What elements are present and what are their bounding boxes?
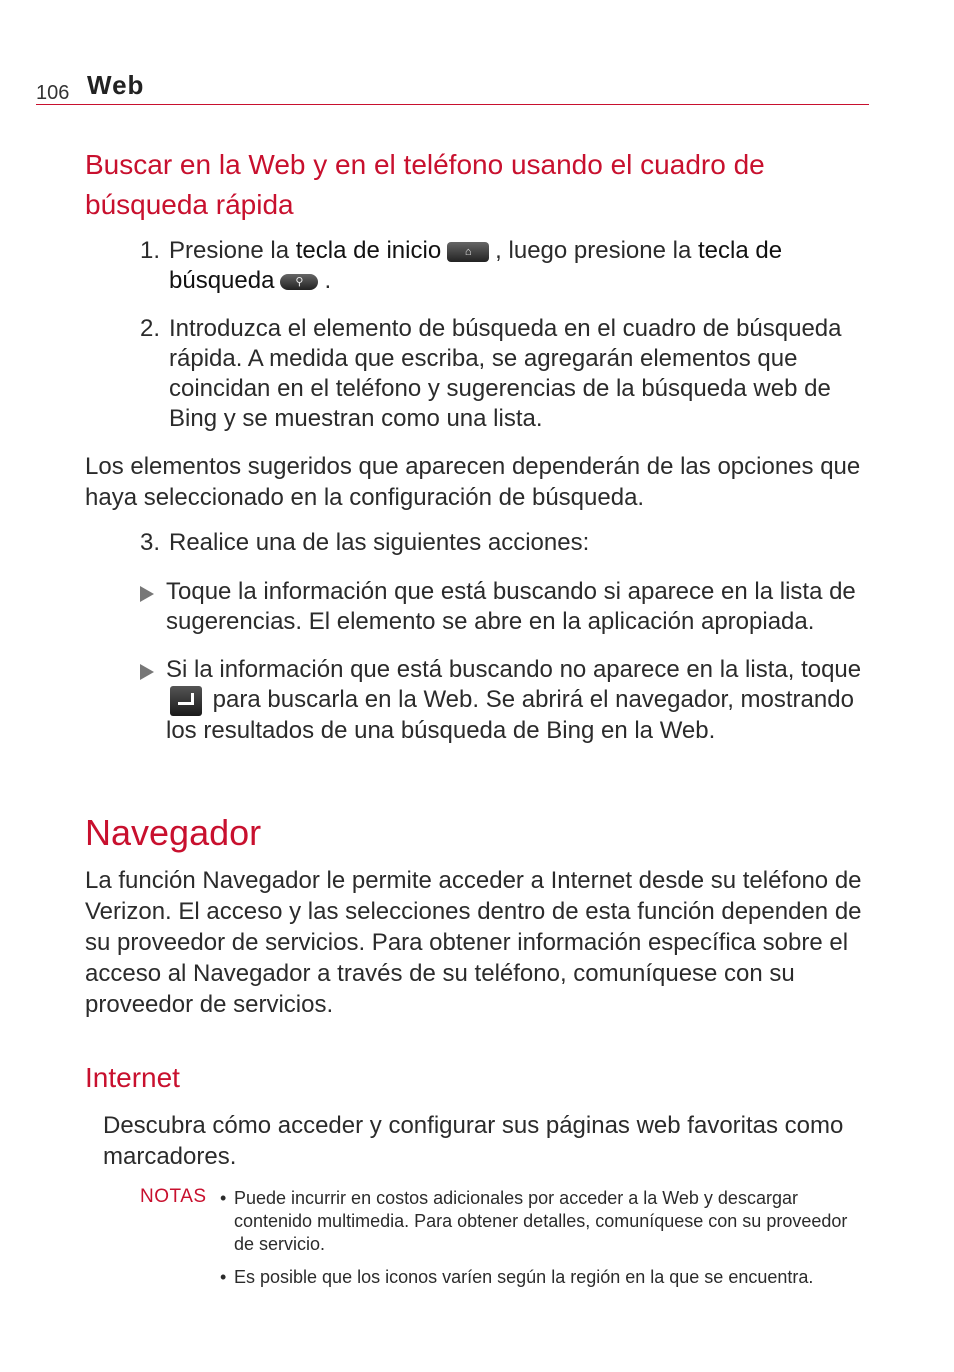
step-number: 1. [140,237,161,264]
enter-icon [170,686,202,716]
step-number: 3. [140,529,161,556]
step-3 [140,528,860,560]
step-text: Introduzca el elemento de búsqueda en el cuadro de búsqueda rápida. A medida que escriba, se agregarán elementos que coincidan en el teléfono y sugerencias de la búsqueda web de Bing y se muestran como una lista. [169,315,842,432]
home-key-icon: ⌂ [447,242,489,262]
search-key-label: tecla de búsqueda [169,237,783,294]
page-number: 106 [36,82,70,104]
page-header [36,70,869,105]
bullet-item [140,577,875,639]
section-title-browser: Navegador [85,812,262,853]
triangle-bullet-icon [140,586,154,602]
step-number: 2. [140,315,161,342]
step-text [169,236,869,296]
bullet-text-part: Si la información que está buscando no aparece en la lista, toque [166,656,862,683]
section-name: Web [87,70,145,100]
step-1 [140,236,860,298]
note-text: Puede incurrir en costos adicionales por acceder a la Web y descargar contenido multimedia. Para obtener detalles, comuníquese con su proveedor de servicio. [234,1188,848,1254]
step-2 [140,314,860,434]
note-bullet: • [220,1267,227,1287]
suggestions-note: Los elementos sugeridos que aparecen dependerán de las opciones que haya seleccionado en la configuración de búsqueda. [85,453,861,511]
note-item [220,1266,860,1290]
triangle-bullet-icon [140,664,154,680]
browser-description: La función Navegador le permite acceder a Internet desde su teléfono de Verizon. El acceso y las selecciones dentro de esta función dependen de su proveedor de servicios. Para obtener información específica sobre el acceso al Navegador a través de su teléfono, comuníquese con su proveedor de servicios. [85,867,862,1018]
section-title-search: Buscar en la Web y en el teléfono usando el cuadro de búsqueda rápida [85,149,765,220]
search-key-icon: ⚲ [280,274,318,290]
step-text: Realice una de las siguientes acciones: [169,529,590,556]
bullet-text: Toque la información que está buscando si aparece en la lista de sugerencias. El elemento se abre en la aplicación apropiada. [166,578,856,635]
note-bullet: • [220,1188,227,1208]
step-text-part: , luego presione la [495,237,698,264]
step-text-part: Presione la [169,237,296,264]
note-item [220,1187,860,1257]
internet-description: Descubra cómo acceder y configurar sus páginas web favoritas como marcadores. [103,1112,844,1170]
bullet-item [140,655,875,777]
notes-label: NOTAS [140,1186,207,1207]
bullet-text-part: para buscarla en la Web. Se abrirá el navegador, mostrando los resultados de una búsqueda de Bing en la Web. [166,686,854,744]
section-title-internet: Internet [85,1062,180,1093]
bullet-text [166,655,876,746]
home-key-label: tecla de inicio [295,237,442,264]
note-text: Es posible que los iconos varíen según la región en la que se encuentra. [234,1267,814,1287]
step-text-part: . [324,267,332,294]
